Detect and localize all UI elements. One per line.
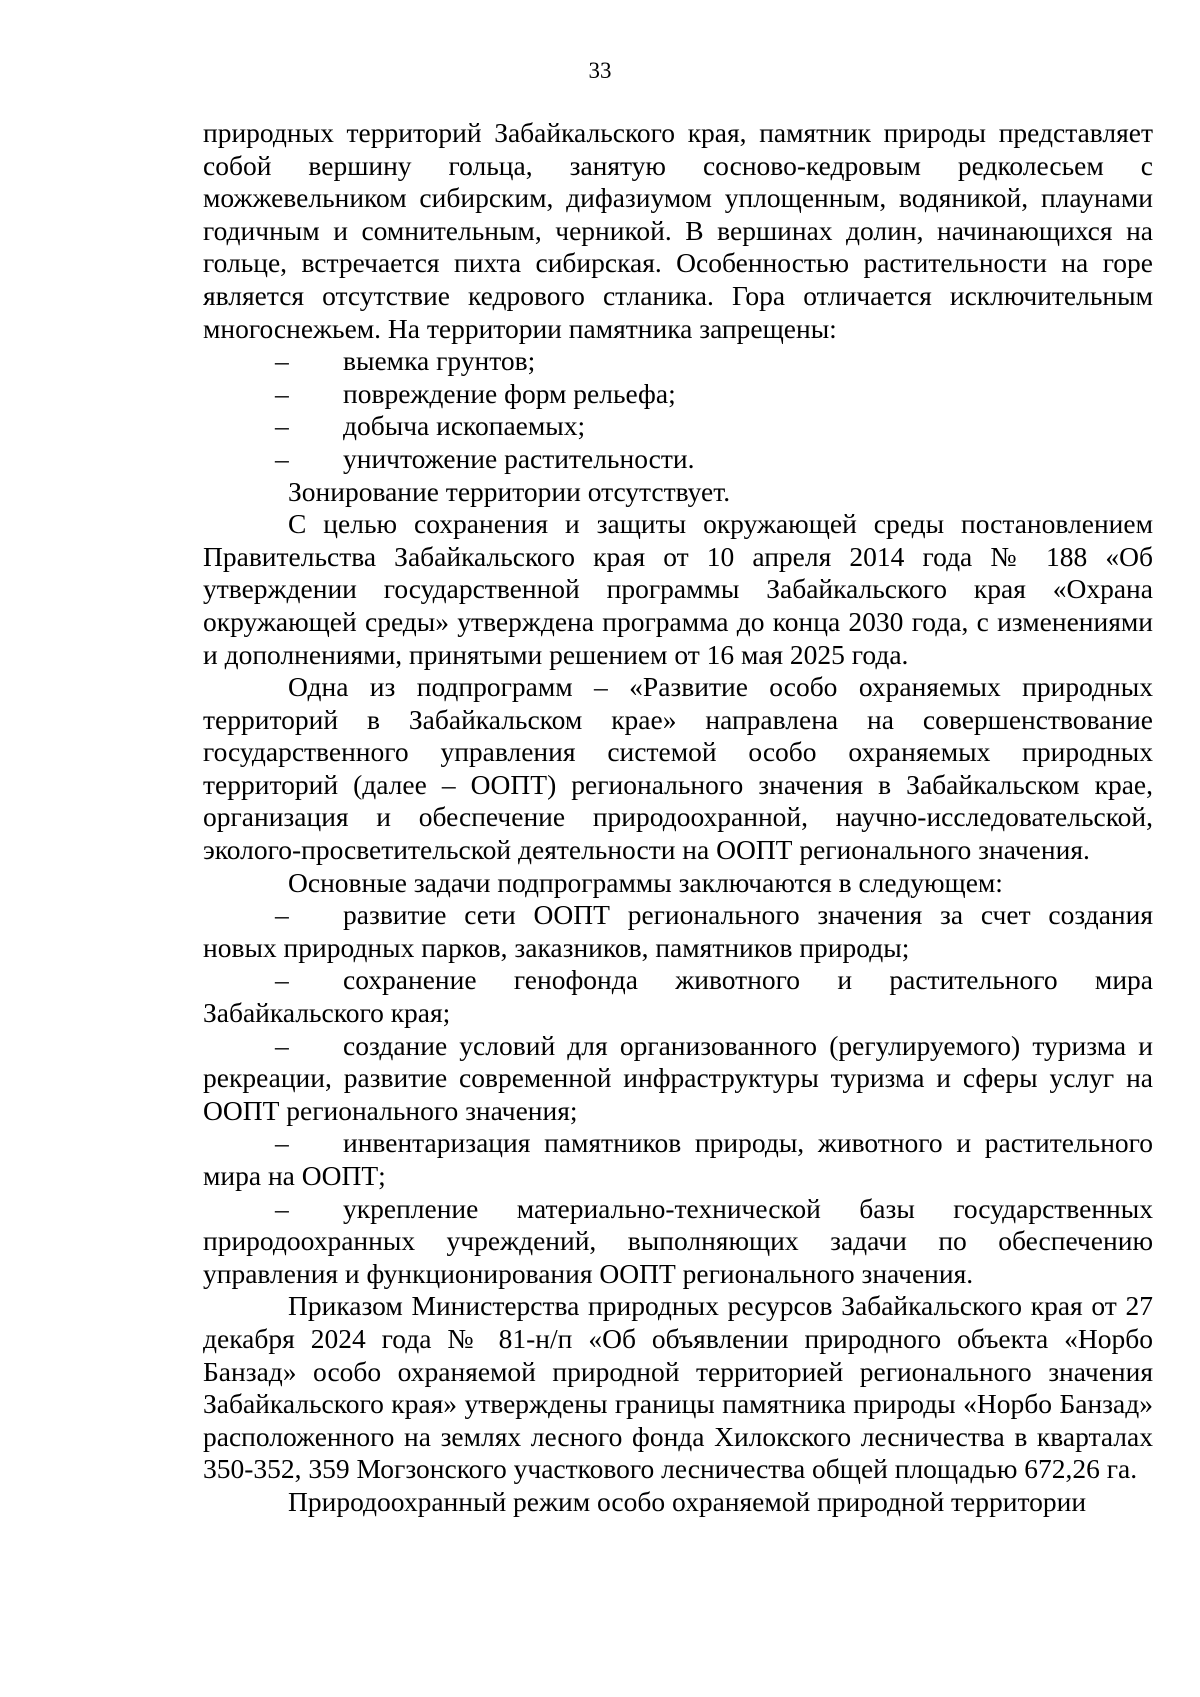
list-item: – развитие сети ООПТ регионального значения за счет создания новых природных парков, заказников, памятников природы; xyxy=(203,899,1153,963)
list-item: – укрепление материально-технической базы государственных природоохранных учреждений, выполняющих задачи по обеспечению управления и функционирования ООПТ регионального значения. xyxy=(203,1192,1153,1289)
paragraph-program: С целью сохранения и защиты окружающей среды постановлением Правительства Забайкальского края от 10 апреля 2014 года № 188 «Об утверждении государственной программы Забайкальского края «Охрана окружающей среды» утверждена программа до конца 2030 года, с изменениями и дополнениями, принятыми решением от 16 мая 2025 года. xyxy=(203,508,1153,670)
prohibitions-list xyxy=(203,345,1153,475)
dash-marker: – xyxy=(275,1127,289,1159)
list-item: – выемка грунтов; xyxy=(275,345,536,377)
list-item: – уничтожение растительности. xyxy=(275,442,695,474)
document-body xyxy=(203,117,1153,1519)
paragraph-intro: природных территорий Забайкальского края, памятник природы представляет собой вершину гольца, занятую сосново-кедровым редколесьем с можжевельником сибирским, дифазиумом уплощенным, водяникой, плаунами годичным и сомнительным, черникой. В вершинах долин, начинающихся на гольце, встречается пихта сибирская. Особенностью растительности на горе является отсутствие кедрового стланика. Гора отличается исключительным многоснежьем. На территории памятника запрещены: xyxy=(203,117,1153,344)
paragraph-tasks-intro: Основные задачи подпрограммы заключаются в следующем: xyxy=(288,866,1003,898)
dash-marker: – xyxy=(275,410,289,442)
dash-marker: – xyxy=(275,964,289,996)
paragraph-regime: Природоохранный режим особо охраняемой природной территории xyxy=(288,1485,1087,1517)
list-item: – повреждение форм рельефа; xyxy=(275,377,676,409)
dash-marker: – xyxy=(275,1029,289,1061)
list-item: – добыча ископаемых; xyxy=(275,410,586,442)
dash-marker: – xyxy=(275,377,289,409)
page-number: 33 xyxy=(588,58,612,83)
paragraph-zoning: Зонирование территории отсутствует. xyxy=(288,475,731,507)
paragraph-subprogram: Одна из подпрограмм – «Развитие особо охраняемых природных территорий в Забайкальском крае» направлена на совершенствование государственного управления системой особо охраняемых природных территорий (далее – ООПТ) регионального значения в Забайкальском крае, организация и обеспечение природоохранной, научно-исследовательской, эколого-просветительской деятельности на ООПТ регионального значения. xyxy=(203,671,1153,866)
tasks-list xyxy=(203,899,1153,1290)
list-item: – создание условий для организованного (регулируемого) туризма и рекреации, развитие современной инфраструктуры туризма и сферы услуг на ООПТ регионального значения; xyxy=(203,1029,1153,1126)
list-item: – сохранение генофонда животного и растительного мира Забайкальского края; xyxy=(203,964,1153,1029)
dash-marker: – xyxy=(275,899,289,931)
paragraph-order: Приказом Министерства природных ресурсов Забайкальского края от 27 декабря 2024 года № 81-н/п «Об объявлении природного объекта «Норбо Банзад» особо охраняемой природной территорией регионального значения Забайкальского края» утверждены границы памятника природы «Норбо Банзад» расположенного на землях лесного фонда Хилокского лесничества в кварталах 350-352, 359 Могзонского участкового лесничества общей площадью 672,26 га. xyxy=(203,1290,1153,1485)
list-item: – инвентаризация памятников природы, животного и растительного мира на ООПТ; xyxy=(203,1127,1153,1191)
dash-marker: – xyxy=(275,442,289,474)
dash-marker: – xyxy=(275,345,289,377)
dash-marker: – xyxy=(275,1192,289,1224)
